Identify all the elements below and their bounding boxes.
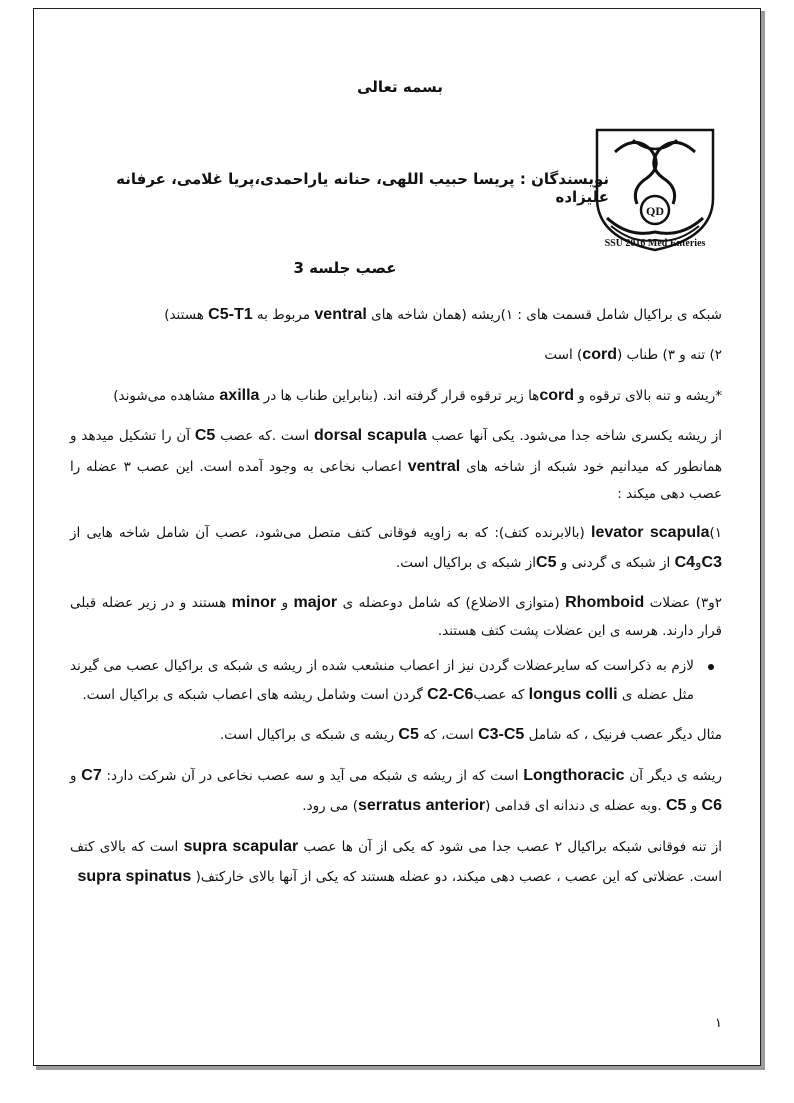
term: Longthoracic bbox=[523, 766, 625, 784]
authors-line: نویسندگان : پریسا حبیب اللهی، حنانه یاراحمدی،پریا غلامی، عرفانه علیزاده bbox=[116, 170, 609, 206]
term: levator scapula bbox=[591, 523, 710, 541]
logo-caption: SSU 2016 Med Enteries bbox=[604, 238, 706, 249]
text-run: گردن است وشامل ریشه های اعصاب شبکه ی براکیال است. bbox=[82, 687, 428, 704]
list-item bbox=[70, 654, 694, 710]
term: longus colli bbox=[528, 686, 618, 704]
document-heading: بسمه تعالی bbox=[357, 78, 443, 96]
text-run: و bbox=[70, 767, 82, 784]
text-run: و bbox=[276, 595, 294, 612]
paragraph-plexus-parts bbox=[70, 300, 722, 330]
text-run: مربوط به bbox=[252, 307, 315, 323]
text-run: ریشه ی دیگر آن bbox=[624, 767, 722, 784]
text-run: ) است bbox=[544, 347, 583, 364]
paragraph-phrenic bbox=[70, 720, 722, 750]
university-logo bbox=[585, 126, 725, 254]
text-run: است .که عصب bbox=[215, 428, 315, 445]
text-run: (متوازی الاضلاع) که شامل دوعضله ی bbox=[337, 595, 566, 612]
term: major bbox=[293, 594, 338, 612]
text-run: و bbox=[686, 798, 702, 815]
text-run: شبکه ی براکیال شامل قسمت های : ۱)ریشه (همان شاخه های bbox=[366, 307, 722, 323]
paragraph-note-axilla bbox=[70, 381, 722, 411]
page-shadow-bottom bbox=[36, 1066, 764, 1070]
text-run: از تنه فوقانی شبکه براکیال ۲ عصب جدا می شود که یکی از آن ها عصب bbox=[298, 838, 722, 855]
text-run: مثال دیگر عصب فرنیک ، که شامل bbox=[524, 727, 722, 744]
text-run: (بالابرنده کتف): که به زاویه فوقانی کتف متصل می‌شود، عصب آن شامل شاخه هایی از bbox=[70, 524, 592, 541]
term: C5 bbox=[665, 797, 687, 815]
term: Rhomboid bbox=[565, 594, 645, 612]
term: serratus anterior bbox=[357, 797, 486, 815]
term: C5 bbox=[398, 726, 419, 744]
paragraph-long-thoracic bbox=[70, 761, 722, 822]
term: ventral bbox=[314, 306, 367, 323]
document-body bbox=[70, 300, 722, 902]
text-run: است که بالای کتف است. عضلاتی که این عصب ، عصب دهی میکند، دو عضله هستند که یکی از آنها بالای خارکتف( bbox=[70, 838, 722, 885]
term: axilla bbox=[219, 386, 260, 404]
text-run: هستند) bbox=[164, 307, 209, 323]
term: C4 bbox=[674, 553, 696, 571]
bullet-list bbox=[70, 654, 722, 710]
text-run: ) می رود. bbox=[302, 798, 358, 815]
page-shadow-right bbox=[761, 11, 765, 1070]
session-title: عصب جلسه 3 bbox=[293, 259, 397, 277]
paragraph-supra-scapular bbox=[70, 832, 722, 893]
term: minor bbox=[231, 594, 277, 612]
term: dorsal scapula bbox=[314, 427, 427, 445]
term: ventral bbox=[407, 457, 461, 475]
text-run: که عصب bbox=[473, 687, 529, 704]
term: cord bbox=[539, 386, 574, 404]
text-run: ریشه ی شبکه ی براکیال است. bbox=[219, 727, 399, 744]
text-run: از شبکه ی براکیال است. bbox=[395, 554, 537, 571]
text-run: .وبه عضله ی دندانه ای قدامی ( bbox=[485, 798, 666, 815]
text-run: است، که bbox=[418, 727, 479, 744]
term: cord bbox=[582, 346, 617, 364]
term: supra spinatus bbox=[77, 868, 192, 885]
text-run: *ریشه و تنه بالای ترقوه و bbox=[573, 387, 722, 404]
term: C3-C5 bbox=[478, 726, 525, 744]
text-run: است که از ریشه ی شبکه می آید و سه عصب نخاعی در آن شرکت دارد: bbox=[101, 767, 524, 784]
text-run: آن را تشکیل میدهد و همانطور که میدانیم خود شبکه از شاخه های bbox=[70, 428, 722, 475]
term: C7 bbox=[81, 766, 102, 784]
text-run: ۱) bbox=[709, 524, 723, 541]
bullet-icon bbox=[708, 664, 714, 670]
term: C6 bbox=[701, 797, 722, 815]
text-run: لازم به ذکراست که سایرعضلات گردن نیز از اعصاب منشعب شده از ریشه ی شبکه ی براکیال عصب می گیرند مثل عضله ی bbox=[70, 658, 694, 704]
term: C2-C6 bbox=[427, 686, 474, 704]
term: C5-T1 bbox=[208, 306, 253, 323]
term: C3 bbox=[701, 553, 722, 571]
paragraph-rhomboid bbox=[70, 588, 722, 644]
text-run: ها زیر ترقوه قرار گرفته اند. (بنابراین طناب ها در bbox=[259, 387, 540, 404]
term: C5 bbox=[194, 427, 216, 445]
term: supra scapular bbox=[183, 837, 299, 855]
text-run: از ریشه یکسری شاخه جدا می‌شود. یکی آنها عصب bbox=[426, 428, 722, 445]
text-run: و bbox=[695, 554, 702, 571]
page-number: ۱ bbox=[715, 1016, 722, 1031]
text-run: هستند و در زیر عضله قبلی قرار دارند. هرسه ی این عضلات پشت کتف هستند. bbox=[70, 595, 722, 639]
paragraph-trunk-cord bbox=[70, 340, 722, 370]
paragraph-levator-scapula bbox=[70, 518, 722, 579]
paragraph-dorsal-scapula bbox=[70, 421, 722, 507]
text-run: مشاهده می‌شوند) bbox=[113, 387, 220, 404]
text-run: از شبکه ی گردنی و bbox=[556, 554, 675, 571]
text-run: ۲و۳) عضلات bbox=[644, 595, 722, 612]
text-run: ۲) تنه و ۳) طناب ( bbox=[616, 347, 722, 364]
svg-text:QD: QD bbox=[646, 204, 664, 218]
text-run: اعصاب نخاعی به وجود آمده است. این عصب ۳ عضله را عصب دهی میکند : bbox=[70, 458, 722, 502]
term: C5 bbox=[536, 553, 557, 571]
